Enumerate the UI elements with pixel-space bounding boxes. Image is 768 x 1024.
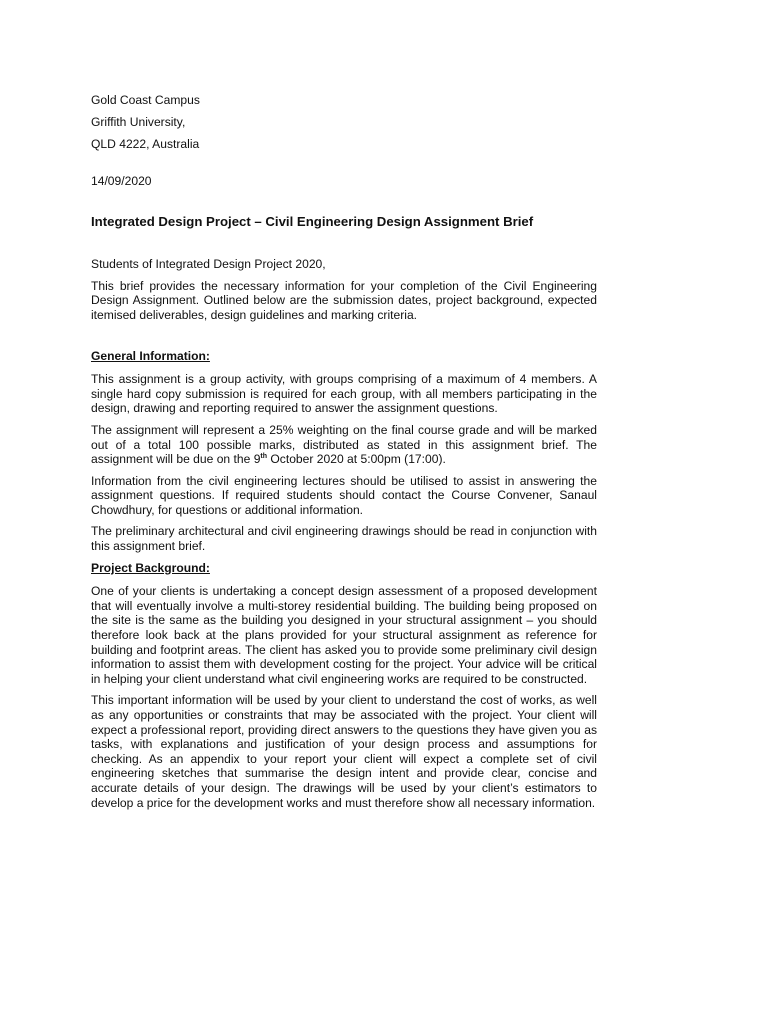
project-paragraph-report: This important information will be used by your client to understand the cost of works, as well as any opportunities or constraints that may be associated with the project. Your client will expect a professional report, providing direct answers to the questions they have given you as tasks, with explanations and justification of your design process and assumptions for checking. As an appendix to your report your client will expect a complete set of civil engineering sketches that summarise the design intent and provide clear, concise and accurate details of your design. The drawings will be used by your client’s estimators to develop a price for the development works and must therefore show all necessary information. <box>91 693 597 810</box>
general-paragraph-weighting <box>91 423 597 467</box>
salutation: Students of Integrated Design Project 2020, <box>91 257 326 272</box>
address-line-postcode: QLD 4222, Australia <box>91 137 200 152</box>
weighting-text: The assignment will represent a 25% weighting on the final course grade and will be marked out of a total 100 possible marks, distributed as stated in this assignment brief. The assignment will be due on the 9 <box>91 422 597 467</box>
general-information-heading: General Information: <box>91 348 210 363</box>
general-paragraph-drawings: The preliminary architectural and civil engineering drawings should be read in conjunction with this assignment brief. <box>91 524 597 554</box>
due-date-text: October 2020 at 5:00pm (17:00). <box>267 452 446 467</box>
document-title: Integrated Design Project – Civil Engineering Design Assignment Brief <box>91 213 534 229</box>
project-background-heading: Project Background: <box>91 560 210 575</box>
general-paragraph-group: This assignment is a group activity, with groups comprising of a maximum of 4 members. A single hard copy submission is required for each group, with all members participating in the design, drawing and reporting required to answer the assignment questions. <box>91 372 597 416</box>
intro-paragraph: This brief provides the necessary information for your completion of the Civil Engineering Design Assignment. Outlined below are the submission dates, project background, expected itemised deliverables, design guidelines and marking criteria. <box>91 278 597 322</box>
general-paragraph-lectures: Information from the civil engineering lectures should be utilised to assist in answering the assignment questions. If required students should contact the Course Convener, Sanaul Chowdhury, for questions or additional information. <box>91 473 597 517</box>
project-paragraph-client: One of your clients is undertaking a concept design assessment of a proposed development that will eventually involve a multi-storey residential building. The building being proposed on the site is the same as the building you designed in your structural assignment – you should therefore look back at the plans provided for your structural assignment as reference for building and footprint areas. The client has asked you to provide some preliminary civil design information to assist them with development costing for the project. Your advice will be critical in helping your client understand what civil engineering works are required to be constructed. <box>91 584 597 686</box>
document-page <box>91 93 597 810</box>
address-line-university: Griffith University, <box>91 115 186 130</box>
letter-date: 14/09/2020 <box>91 173 152 188</box>
address-block <box>91 93 597 152</box>
address-line-campus: Gold Coast Campus <box>91 93 200 107</box>
ordinal-suffix: th <box>260 453 268 461</box>
